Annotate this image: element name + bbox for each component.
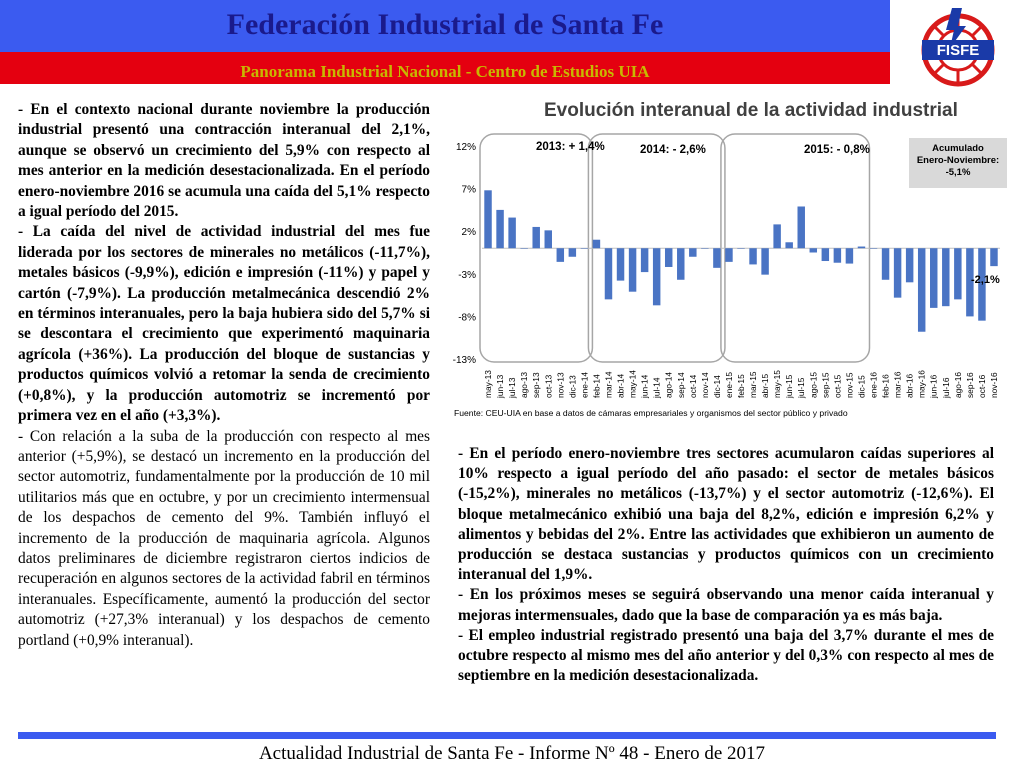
- x-tick-label: jul-14: [651, 377, 662, 398]
- right-paragraph-3: - El empleo industrial registrado presentó una baja del 3,7% durante el mes de octubre respecto al mismo mes del año anterior y del 0,3% con respecto al mes de septiembre en la medición desestacionalizada.: [458, 626, 994, 685]
- y-tick-label: -3%: [458, 269, 476, 281]
- bar-nov-15: [846, 248, 853, 263]
- activity-chart: [448, 94, 1010, 426]
- x-tick-label: ene-15: [723, 371, 734, 398]
- x-tick-label: nov-16: [988, 372, 999, 398]
- page-footer: Actualidad Industrial de Santa Fe - Informe Nº 48 - Enero de 2017: [258, 743, 766, 764]
- bar-jun-16: [930, 248, 937, 308]
- bar-oct-14: [689, 248, 696, 257]
- x-tick-label: jul-16: [940, 377, 951, 398]
- right-paragraph-1: - En el período enero-noviembre tres sectores acumularon caídas superiores al 10% respecto a igual período del año pasado: el sector de metales básicos (-15,2%), minerales no metálicos (-13,7%) y el sector automotriz (-12,6%). El bloque metalmecánico exhibió una baja del 8,2%, edición e impresión 6,2% y alimentos y bebidas del 2%. Entre las actividades que exhibieron un aumento de producción se destaca sustancias y productos químicos con un crecimiento interanual del 1,9%.: [458, 445, 994, 584]
- bar-jul-15: [797, 206, 804, 248]
- bar-jun-13: [496, 210, 503, 248]
- bar-may-14: [629, 248, 636, 291]
- x-tick-label: oct-16: [976, 374, 987, 398]
- y-tick-label: 12%: [455, 142, 476, 153]
- x-tick-label: nov-14: [699, 372, 710, 398]
- accum-sub: Enero-Noviembre:: [916, 155, 1000, 166]
- x-tick-label: ene-16: [868, 371, 879, 398]
- bar-nov-16: [990, 248, 997, 266]
- x-tick-label: sep-16: [964, 372, 975, 398]
- fisfe-logo: [900, 4, 1016, 92]
- page-subtitle: Panorama Industrial Nacional - Centro de Estudios UIA: [240, 62, 650, 81]
- bar-ago-13: [520, 248, 527, 249]
- chart-title: Evolución interanual de la actividad industrial: [544, 100, 958, 121]
- bar-oct-13: [545, 230, 552, 248]
- x-tick-label: jun-15: [784, 374, 795, 398]
- left-paragraph-2: - La caída del nivel de actividad industrial del mes fue liderada por los sectores de minerales no metálicos (-11,7%), metales básicos (-9,9%), edición e impresión (-11%) y papel y cartón (-7,9%). La producción metalmecánica descendió 2% en términos interanuales, pero la baja hubiera sido del 5,7% si se descontara el crecimiento que experimentó maquinaria agrícola (+36%). La producción del bloque de sustancias y productos químicos volvió a retomar la senda de crecimiento (+0,8%), y la producción automotriz se incrementó por primera vez en el año (+3,3%).: [18, 223, 430, 425]
- x-tick-label: feb-16: [880, 374, 891, 398]
- bar-may-13: [484, 190, 491, 248]
- chart-source: Fuente: CEU-UIA en base a datos de cámaras empresariales y organismos del sector público y privado: [454, 408, 848, 418]
- bar-jun-14: [641, 248, 648, 272]
- bar-jun-15: [785, 242, 792, 248]
- x-tick-label: ago-16: [952, 371, 963, 398]
- y-tick-label: -8%: [458, 312, 476, 324]
- bar-nov-13: [557, 248, 564, 262]
- bar-jul-16: [942, 248, 949, 306]
- bar-dic-15: [858, 247, 865, 249]
- x-tick-label: jul-13: [507, 377, 518, 398]
- bar-feb-16: [882, 248, 889, 280]
- x-tick-label: abr-14: [615, 373, 626, 398]
- x-tick-label: may-15: [772, 370, 783, 398]
- left-paragraph-1: - En el contexto nacional durante noviembre la producción industrial presentó una contracción interanual del 2,1%, aunque se observó un crecimiento del 5,9% con respecto al mes anterior en la medición desestacionalizada. En el período enero-noviembre 2016 se acumula una caída del 5,1% respecto a igual período del 2015.: [18, 101, 430, 221]
- bar-ene-14: [581, 248, 588, 249]
- x-tick-label: mar-14: [603, 371, 614, 398]
- footer-divider: [18, 732, 996, 739]
- x-tick-label: sep-15: [820, 372, 831, 398]
- left-text-column: [18, 100, 430, 651]
- bar-feb-15: [737, 248, 744, 249]
- bar-ago-16: [954, 248, 961, 299]
- x-tick-label: may-13: [483, 370, 494, 398]
- y-tick-label: 2%: [461, 227, 476, 239]
- bar-jul-13: [508, 218, 515, 249]
- bar-mar-14: [605, 248, 612, 299]
- y-tick-label: 7%: [461, 184, 476, 196]
- bar-ene-15: [725, 248, 732, 262]
- x-tick-label: dic-13: [567, 375, 578, 398]
- bar-dic-13: [569, 248, 576, 257]
- right-text-column: [458, 444, 994, 686]
- right-paragraph-2: - En los próximos meses se seguirá observando una menor caída interanual y mejoras intermensuales, dado que la base de comparación ya es más baja.: [458, 586, 994, 624]
- x-tick-label: dic-14: [711, 375, 722, 398]
- bar-mar-16: [894, 248, 901, 297]
- y-tick-label: -13%: [452, 355, 476, 366]
- x-tick-label: feb-14: [591, 374, 602, 398]
- last-value-label: -2,1%: [971, 274, 1000, 286]
- bar-oct-15: [834, 248, 841, 262]
- left-paragraph-3: - Con relación a la suba de la producción con respecto al mes anterior (+5,9%), se destacó un incremento en la producción del sector automotriz, fundamentalmente por la producción de 10 mil utilitarios más que en octubre, y por un crecimiento intermensual de los despachos de cemento del 9%. También influyó el incremento de la producción de maquinaria agrícola. Algunos datos preliminares de diciembre registraron ciertos indicios de recuperación en algunos sectores de la actividad fabril en términos interanuales. Específicamente, aumentó la producción del sector automotriz (+27,3% interanual) y los despachos de cemento portland (+0,9% interanual).: [18, 427, 430, 649]
- x-tick-label: sep-14: [675, 372, 686, 398]
- x-tick-label: oct-15: [832, 374, 843, 398]
- chart-container: [448, 94, 1010, 426]
- bar-abr-16: [906, 248, 913, 282]
- x-tick-label: mar-15: [748, 371, 759, 398]
- bar-nov-14: [701, 248, 708, 249]
- bar-sep-15: [822, 248, 829, 261]
- annotation-2015: 2015: - 0,8%: [804, 144, 870, 156]
- bar-ago-14: [665, 248, 672, 267]
- x-tick-label: feb-15: [736, 374, 746, 398]
- page-title: Federación Industrial de Santa Fe: [226, 8, 664, 41]
- bar-sep-14: [677, 248, 684, 280]
- x-tick-label: jun-16: [928, 374, 939, 398]
- x-tick-label: nov-13: [555, 372, 566, 398]
- annotation-2013: 2013: + 1,4%: [536, 141, 605, 153]
- x-tick-label: ago-14: [663, 371, 674, 398]
- x-tick-label: ene-14: [579, 371, 590, 398]
- x-tick-label: dic-15: [856, 375, 867, 398]
- bar-feb-14: [593, 240, 600, 249]
- bar-may-15: [773, 224, 780, 248]
- bar-abr-15: [761, 248, 768, 274]
- x-tick-label: jun-14: [639, 374, 650, 398]
- x-tick-label: abr-15: [760, 373, 771, 398]
- bar-dic-14: [713, 248, 720, 268]
- accum-value: -5,1%: [945, 167, 971, 178]
- logo-text: FISFE: [936, 42, 980, 59]
- x-tick-label: sep-13: [531, 372, 542, 398]
- x-tick-label: ago-13: [519, 371, 530, 398]
- x-tick-label: jul-15: [796, 377, 807, 398]
- bar-mar-15: [749, 248, 756, 264]
- x-tick-label: may-16: [916, 370, 927, 398]
- x-tick-label: nov-15: [844, 372, 855, 398]
- accum-title: Acumulado: [932, 143, 984, 154]
- x-tick-label: oct-13: [543, 374, 554, 398]
- bar-ago-15: [810, 248, 817, 252]
- x-tick-label: oct-14: [687, 374, 698, 398]
- bar-jul-14: [653, 248, 660, 305]
- annotation-2014: 2014: - 2,6%: [640, 144, 706, 156]
- x-tick-label: jun-13: [495, 374, 506, 398]
- bar-sep-13: [532, 227, 539, 248]
- x-tick-label: mar-16: [892, 371, 903, 398]
- x-tick-label: ago-15: [808, 371, 819, 398]
- bar-abr-14: [617, 248, 624, 280]
- bar-ene-16: [870, 248, 877, 249]
- x-tick-label: abr-16: [904, 373, 915, 398]
- x-tick-label: may-14: [627, 370, 638, 398]
- bar-may-16: [918, 248, 925, 331]
